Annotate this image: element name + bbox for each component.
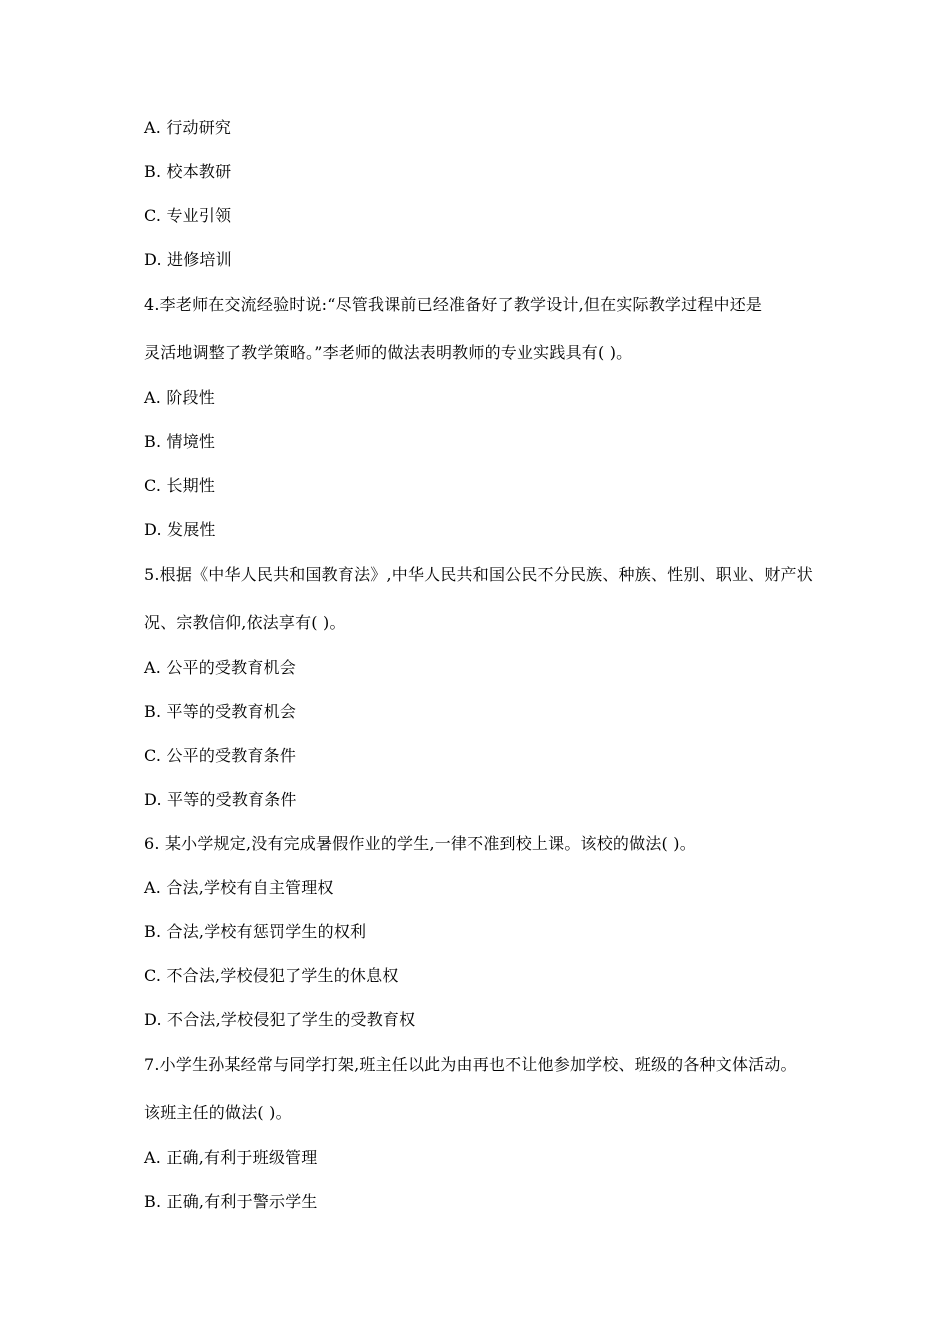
q4-option-d: D. 发展性 bbox=[144, 520, 216, 539]
q3-option-b: B. 校本教研 bbox=[144, 162, 232, 181]
q3-option-a: A. 行动研究 bbox=[144, 118, 232, 137]
q6-option-b: B. 合法,学校有惩罚学生的权利 bbox=[144, 922, 367, 941]
q6-option-d: D. 不合法,学校侵犯了学生的受教育权 bbox=[144, 1010, 416, 1029]
q4-option-b: B. 情境性 bbox=[144, 432, 216, 451]
q4-option-c: C. 长期性 bbox=[144, 476, 216, 495]
q6-option-a: A. 合法,学校有自主管理权 bbox=[144, 878, 334, 897]
q6-stem-line1: 6. 某小学规定,没有完成暑假作业的学生,一律不准到校上课。该校的做法( )。 bbox=[144, 834, 696, 853]
q5-stem-line2: 况、宗教信仰,依法享有( )。 bbox=[144, 613, 346, 632]
q7-stem-line2: 该班主任的做法( )。 bbox=[144, 1103, 292, 1122]
q5-option-b: B. 平等的受教育机会 bbox=[144, 702, 297, 721]
q7-stem-line1: 7.小学生孙某经常与同学打架,班主任以此为由再也不让他参加学校、班级的各种文体活动。 bbox=[144, 1055, 797, 1074]
q5-option-c: C. 公平的受教育条件 bbox=[144, 746, 297, 765]
q5-option-a: A. 公平的受教育机会 bbox=[144, 658, 296, 677]
q7-option-b: B. 正确,有利于警示学生 bbox=[144, 1192, 318, 1211]
q5-stem-line1: 5.根据《中华人民共和国教育法》,中华人民共和国公民不分民族、种族、性别、职业、财产状 bbox=[144, 565, 813, 584]
q3-option-d: D. 进修培训 bbox=[144, 250, 232, 269]
q4-stem-line2: 灵活地调整了教学策略。”李老师的做法表明教师的专业实践具有( )。 bbox=[144, 343, 633, 362]
q4-option-a: A. 阶段性 bbox=[144, 388, 215, 407]
q3-option-c: C. 专业引领 bbox=[144, 206, 232, 225]
q5-option-d: D. 平等的受教育条件 bbox=[144, 790, 297, 809]
q6-option-c: C. 不合法,学校侵犯了学生的休息权 bbox=[144, 966, 399, 985]
q4-stem-line1: 4.李老师在交流经验时说:“尽管我课前已经准备好了教学设计,但在实际教学过程中还是 bbox=[144, 295, 763, 314]
q7-option-a: A. 正确,有利于班级管理 bbox=[144, 1148, 318, 1167]
